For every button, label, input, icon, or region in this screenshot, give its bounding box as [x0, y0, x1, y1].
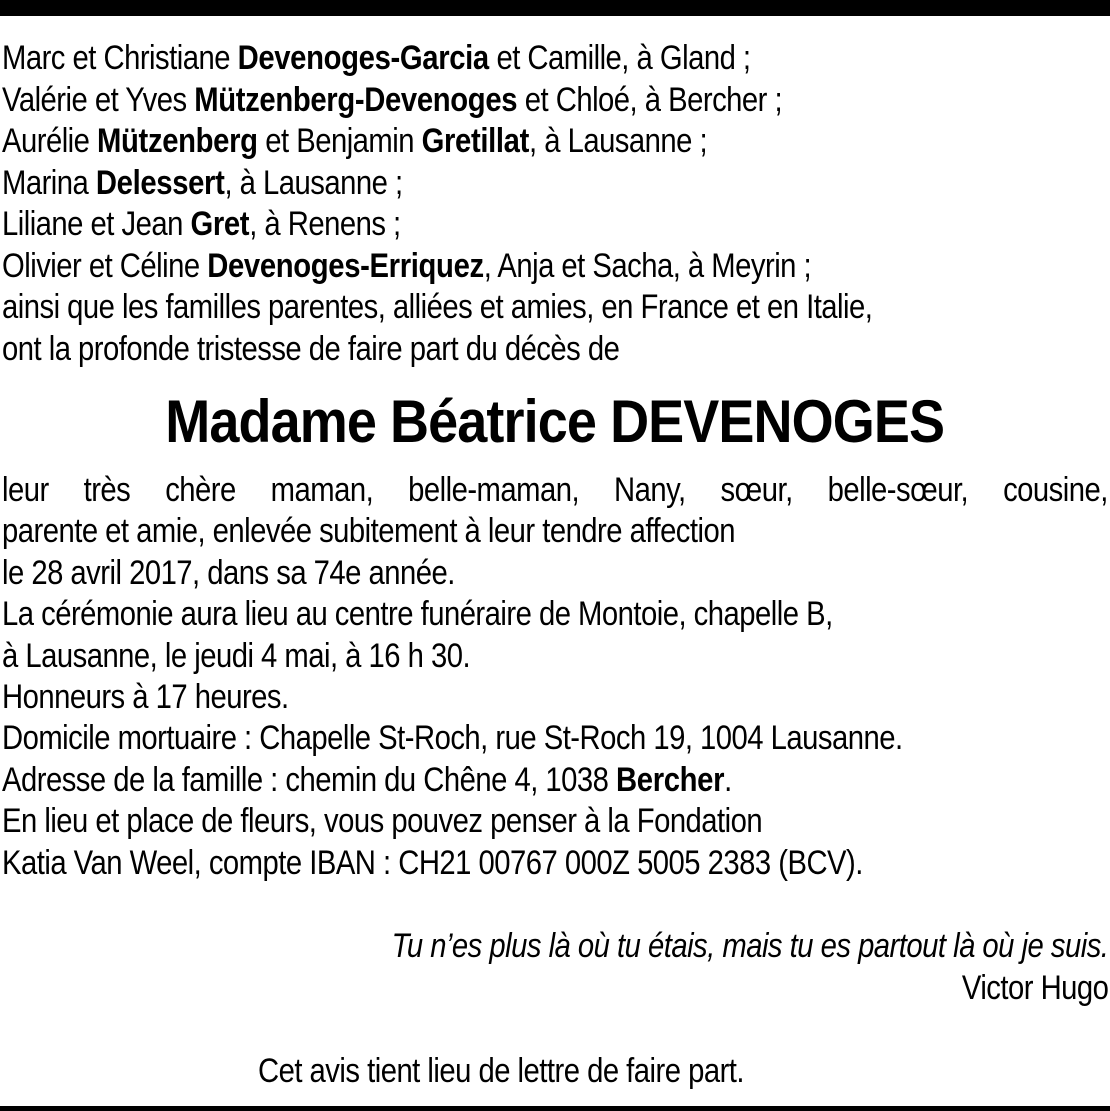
intro-line: ainsi que les familles parentes, alliées et amies, en France et en Italie,: [2, 288, 873, 326]
quote-text: Tu n’es plus là où tu étais, mais tu es partout là où je suis.: [391, 927, 1108, 965]
family-line: Olivier et Céline Devenoges-Erriquez, Anja et Sacha, à Meyrin ;: [2, 246, 812, 285]
flowers-line: Katia Van Weel, compte IBAN : CH21 00767 000Z 5005 2383 (BCV).: [2, 843, 863, 882]
deceased-name-heading: Madame Béatrice DEVENOGES: [165, 388, 945, 455]
quotation: [275, 925, 1108, 1009]
announcement-body: [2, 470, 1108, 884]
family-line: Marc et Christiane Devenoges-Garcia et Camille, à Gland ;: [2, 39, 751, 77]
family-list: [2, 38, 953, 370]
ceremony-line: La cérémonie aura lieu au centre funéraire de Montoie, chapelle B,: [2, 595, 833, 634]
mortuary-line: Domicile mortuaire : Chapelle St-Roch, rue St-Roch 19, 1004 Lausanne.: [2, 719, 903, 758]
ceremony-line: à Lausanne, le jeudi 4 mai, à 16 h 30.: [2, 636, 471, 675]
honours-line: Honneurs à 17 heures.: [2, 678, 289, 717]
description-line: parente et amie, enlevée subitement à leur tendre affection: [2, 512, 736, 551]
top-rule: [0, 0, 1110, 16]
footer-note: Cet avis tient lieu de lettre de faire part.: [258, 1052, 745, 1090]
family-line: Valérie et Yves Mützenberg-Devenoges et Chloé, à Bercher ;: [2, 80, 783, 119]
flowers-line: En lieu et place de fleurs, vous pouvez penser à la Fondation: [2, 802, 763, 841]
description-line: le 28 avril 2017, dans sa 74e année.: [2, 553, 455, 592]
family-line: Aurélie Mützenberg et Benjamin Gretillat, à Lausanne ;: [2, 122, 708, 160]
bottom-rule: [0, 1106, 1110, 1111]
description-line: leur très chère maman, belle-maman, Nany, sœur, belle-sœur, cousine,: [2, 471, 1108, 509]
intro-line: ont la profonde tristesse de faire part du décès de: [2, 329, 620, 368]
quote-author: Victor Hugo: [961, 969, 1108, 1007]
family-line: Marina Delessert, à Lausanne ;: [2, 163, 403, 202]
family-line: Liliane et Jean Gret, à Renens ;: [2, 205, 401, 243]
family-address-line: Adresse de la famille : chemin du Chêne 4, 1038 Bercher.: [2, 760, 732, 799]
